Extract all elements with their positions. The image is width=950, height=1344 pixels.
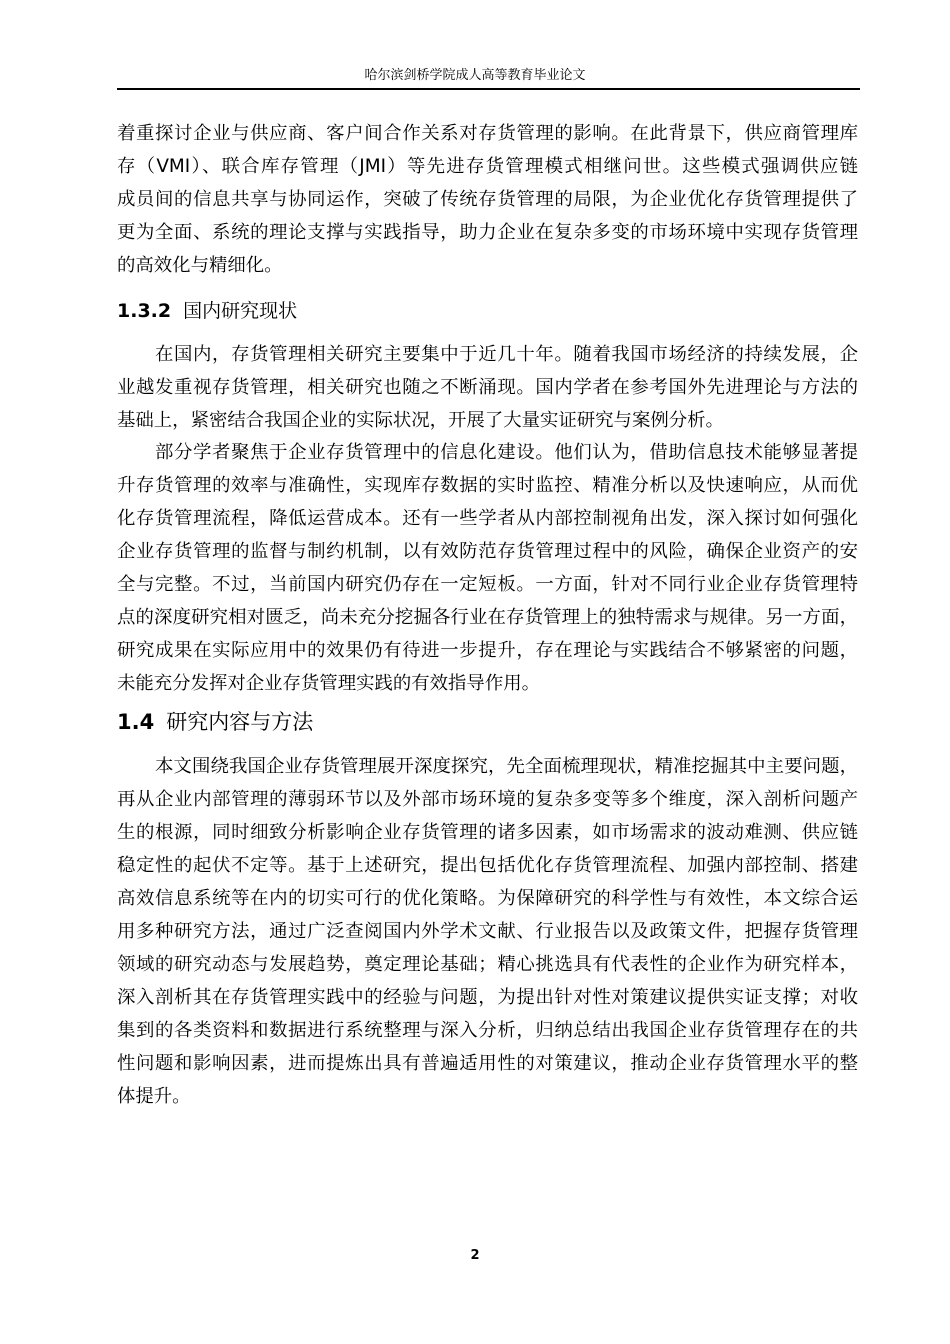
paragraph-line: 本文围绕我国企业存货管理展开深度探究，先全面梳理现状，精准挖掘其中主要问题， (155, 756, 858, 777)
section-number: 1.3.2 (117, 300, 172, 322)
paragraph-line: 高效信息系统等在内的切实可行的优化策略。为保障研究的科学性与有效性，本文综合运 (117, 888, 858, 909)
paragraph-line: 的高效化与精细化。 (117, 255, 283, 276)
paragraph-line: 化存货管理流程，降低运营成本。还有一些学者从内部控制视角出发，深入探讨如何强化 (117, 508, 858, 529)
section-title: 研究内容与方法 (166, 710, 314, 734)
paragraph-line: 生的根源，同时细致分析影响企业存货管理的诸多因素，如市场需求的波动难测、供应链 (117, 822, 858, 843)
paragraph-line: 着重探讨企业与供应商、客户间合作关系对存货管理的影响。在此背景下，供应商管理库 (117, 123, 858, 144)
paragraph-line: 更为全面、系统的理论支撑与实践指导，助力企业在复杂多变的市场环境中实现存货管理 (117, 222, 858, 243)
paragraph-line: 稳定性的起伏不定等。基于上述研究，提出包括优化存货管理流程、加强内部控制、搭建 (117, 855, 858, 876)
section-heading-1-4 (117, 708, 313, 736)
paragraph-line: 性问题和影响因素，进而提炼出具有普遍适用性的对策建议，推动企业存货管理水平的整 (117, 1053, 858, 1074)
paragraph-line: 用多种研究方法，通过广泛查阅国内外学术文献、行业报告以及政策文件，把握存货管理 (117, 921, 858, 942)
section-title: 国内研究现状 (183, 300, 298, 322)
paragraph-line: 企业存货管理的监督与制约机制，以有效防范存货管理过程中的风险，确保企业资产的安 (117, 541, 858, 562)
paragraph-line: 在国内，存货管理相关研究主要集中于近几十年。随着我国市场经济的持续发展，企 (155, 344, 858, 365)
paragraph-line: 深入剖析其在存货管理实践中的经验与问题，为提出针对性对策建议提供实证支撑；对收 (117, 987, 858, 1008)
paragraph-line: 成员间的信息共享与协同运作，突破了传统存货管理的局限，为企业优化存货管理提供了 (117, 189, 858, 210)
paragraph-line: 体提升。 (117, 1086, 191, 1107)
page-number: 2 (470, 1248, 480, 1263)
paragraph-line: 全与完整。不过，当前国内研究仍存在一定短板。一方面，针对不同行业企业存货管理特 (117, 574, 858, 595)
paragraph-line: 再从企业内部管理的薄弱环节以及外部市场环境的复杂多变等多个维度，深入剖析问题产 (117, 789, 858, 810)
paragraph-line: 研究成果在实际应用中的效果仍有待进一步提升，存在理论与实践结合不够紧密的问题， (117, 640, 858, 661)
running-header: 哈尔滨剑桥学院成人高等教育毕业论文 (364, 68, 586, 83)
paragraph-line: 存（VMI）、联合库存管理（JMI）等先进存货管理模式相继问世。这些模式强调供应链 (117, 156, 858, 177)
section-number: 1.4 (117, 710, 155, 734)
paragraph-line: 升存货管理的效率与准确性，实现库存数据的实时监控、精准分析以及快速响应，从而优 (117, 475, 858, 496)
paragraph-line: 集到的各类资料和数据进行系统整理与深入分析，归纳总结出我国企业存货管理存在的共 (117, 1020, 858, 1041)
paragraph-line: 业越发重视存货管理，相关研究也随之不断涌现。国内学者在参考国外先进理论与方法的 (117, 377, 858, 398)
paragraph-line: 基础上，紧密结合我国企业的实际状况，开展了大量实证研究与案例分析。 (117, 410, 724, 431)
paragraph-line: 未能充分发挥对企业存货管理实践的有效指导作用。 (117, 673, 540, 694)
paragraph-line: 点的深度研究相对匮乏，尚未充分挖掘各行业在存货管理上的独特需求与规律。另一方面， (117, 607, 858, 628)
paragraph-line: 部分学者聚焦于企业存货管理中的信息化建设。他们认为，借助信息技术能够显著提 (155, 442, 858, 463)
header-divider (117, 88, 860, 90)
section-heading-1-3-2 (117, 297, 297, 325)
paragraph-line: 领域的研究动态与发展趋势，奠定理论基础；精心挑选具有代表性的企业作为研究样本， (117, 954, 858, 975)
